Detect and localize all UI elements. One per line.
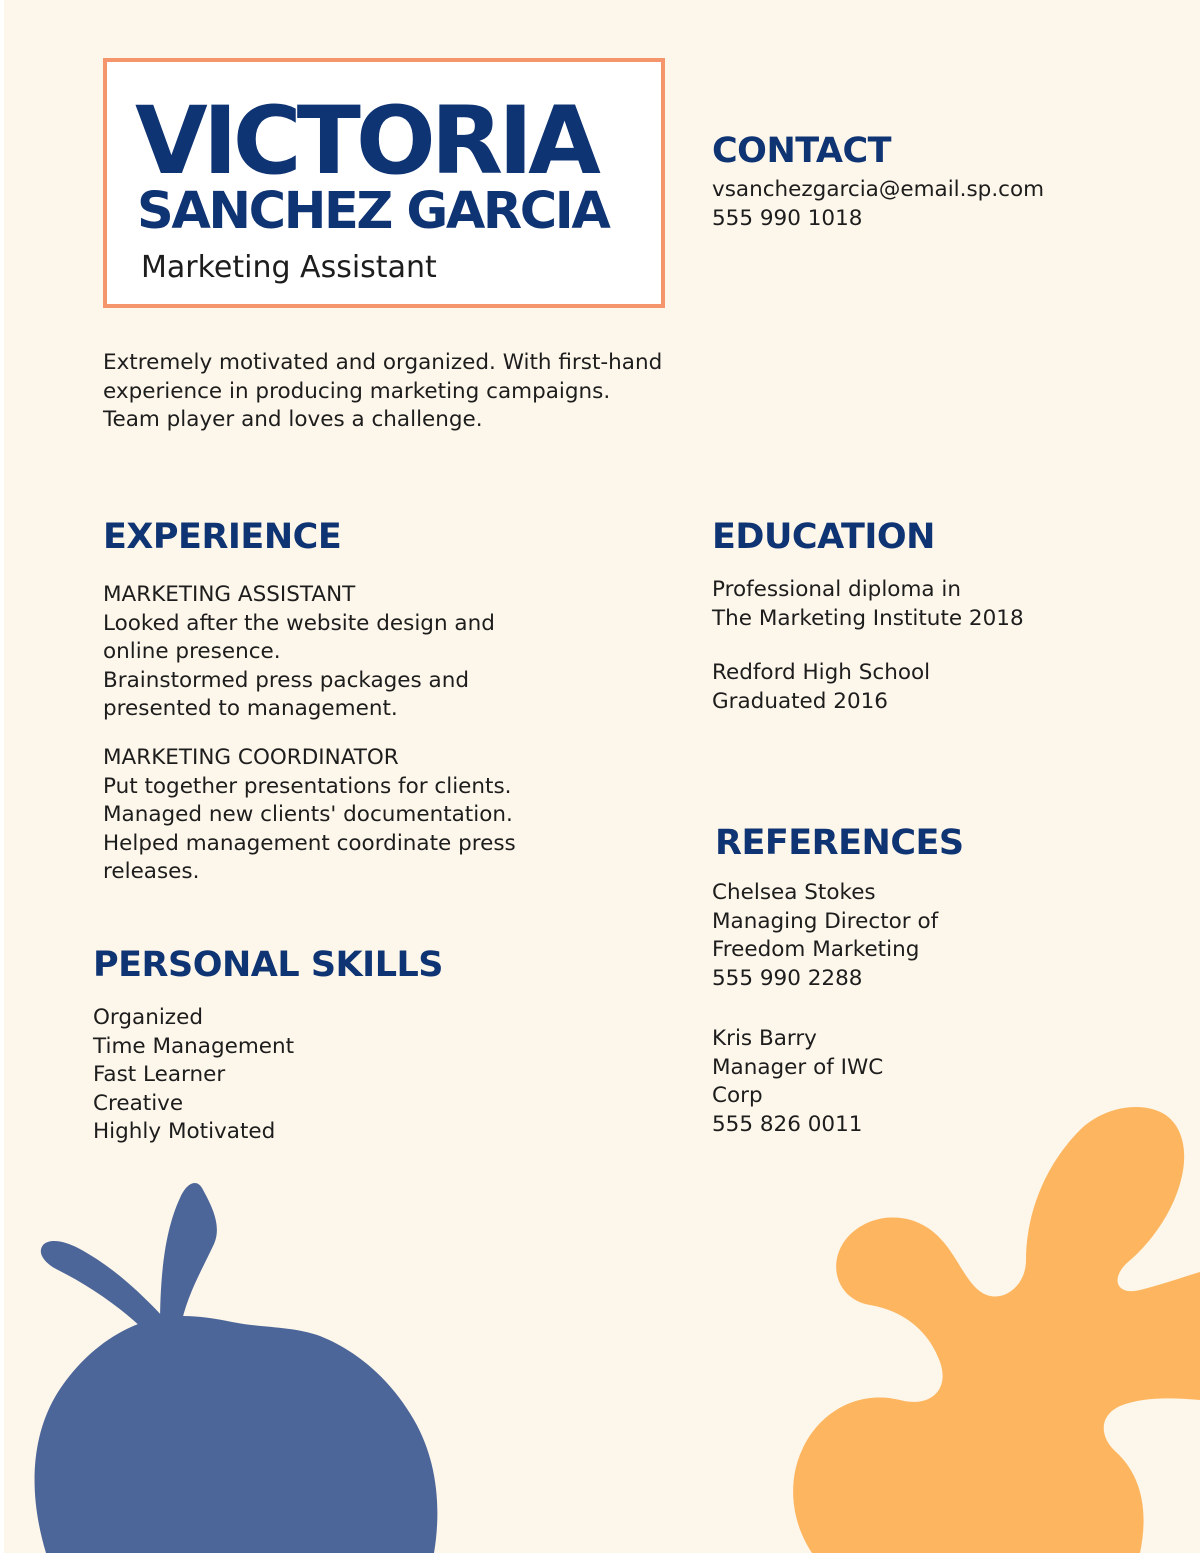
reference-line: Kris Barry: [712, 1026, 817, 1051]
job-title: Marketing Assistant: [141, 250, 437, 285]
education-entry-1: [712, 576, 1024, 633]
education-line: The Marketing Institute 2018: [712, 605, 1024, 631]
skill-item: Highly Motivated: [93, 1119, 276, 1144]
job-detail-line: Brainstormed press packages and: [103, 667, 469, 693]
job-detail-line: Helped management coordinate press: [103, 830, 516, 856]
job-detail-line: Put together presentations for clients.: [103, 773, 512, 799]
reference-line: Manager of IWC: [712, 1054, 884, 1080]
summary-line: experience in producing marketing campaigns.: [103, 378, 611, 404]
education-line: Redford High School: [712, 660, 931, 685]
job-detail-line: releases.: [103, 859, 200, 884]
summary-line: Extremely motivated and organized. With first-hand: [103, 350, 663, 375]
experience-heading: EXPERIENCE: [103, 517, 342, 557]
education-line: Graduated 2016: [712, 688, 888, 714]
blue-leaf-shape: [0, 1170, 470, 1553]
skill-item: Creative: [93, 1090, 184, 1116]
references-heading: REFERENCES: [715, 823, 964, 863]
reference-line: 555 990 2288: [712, 965, 863, 991]
experience-job-1: [103, 581, 495, 724]
job-detail-line: online presence.: [103, 639, 281, 664]
contact-email: vsanchezgarcia@email.sp.com: [712, 177, 1045, 202]
orange-blob-shape: [780, 1100, 1200, 1553]
last-name: SANCHEZ GARCIA: [137, 182, 609, 241]
job-detail-line: presented to management.: [103, 696, 398, 721]
job-detail-line: Managed new clients' documentation.: [103, 802, 513, 827]
name-box: [103, 58, 665, 308]
job-title-line: MARKETING ASSISTANT: [103, 582, 356, 607]
experience-job-2: [103, 744, 516, 887]
reference-entry-1: [712, 879, 938, 993]
contact-block: [712, 176, 1044, 233]
job-title-line: MARKETING COORDINATOR: [103, 745, 399, 770]
reference-line: Corp: [712, 1083, 763, 1108]
summary-line: Team player and loves a challenge.: [103, 407, 483, 432]
reference-line: 555 826 0011: [712, 1111, 863, 1137]
summary: [103, 349, 662, 435]
education-line: Professional diploma in: [712, 577, 961, 602]
skill-item: Time Management: [93, 1033, 295, 1059]
skills-list: [93, 1004, 294, 1147]
contact-phone: 555 990 1018: [712, 205, 863, 231]
reference-line: Freedom Marketing: [712, 937, 920, 962]
skill-item: Organized: [93, 1005, 203, 1030]
skill-item: Fast Learner: [93, 1062, 226, 1087]
first-name: VICTORIA: [135, 87, 596, 196]
education-entry-2: [712, 659, 930, 716]
reference-line: Managing Director of: [712, 908, 939, 934]
skills-heading: PERSONAL SKILLS: [93, 945, 444, 985]
education-heading: EDUCATION: [712, 517, 935, 557]
job-detail-line: Looked after the website design and: [103, 610, 495, 636]
reference-line: Chelsea Stokes: [712, 880, 876, 905]
contact-heading: CONTACT: [712, 131, 892, 171]
